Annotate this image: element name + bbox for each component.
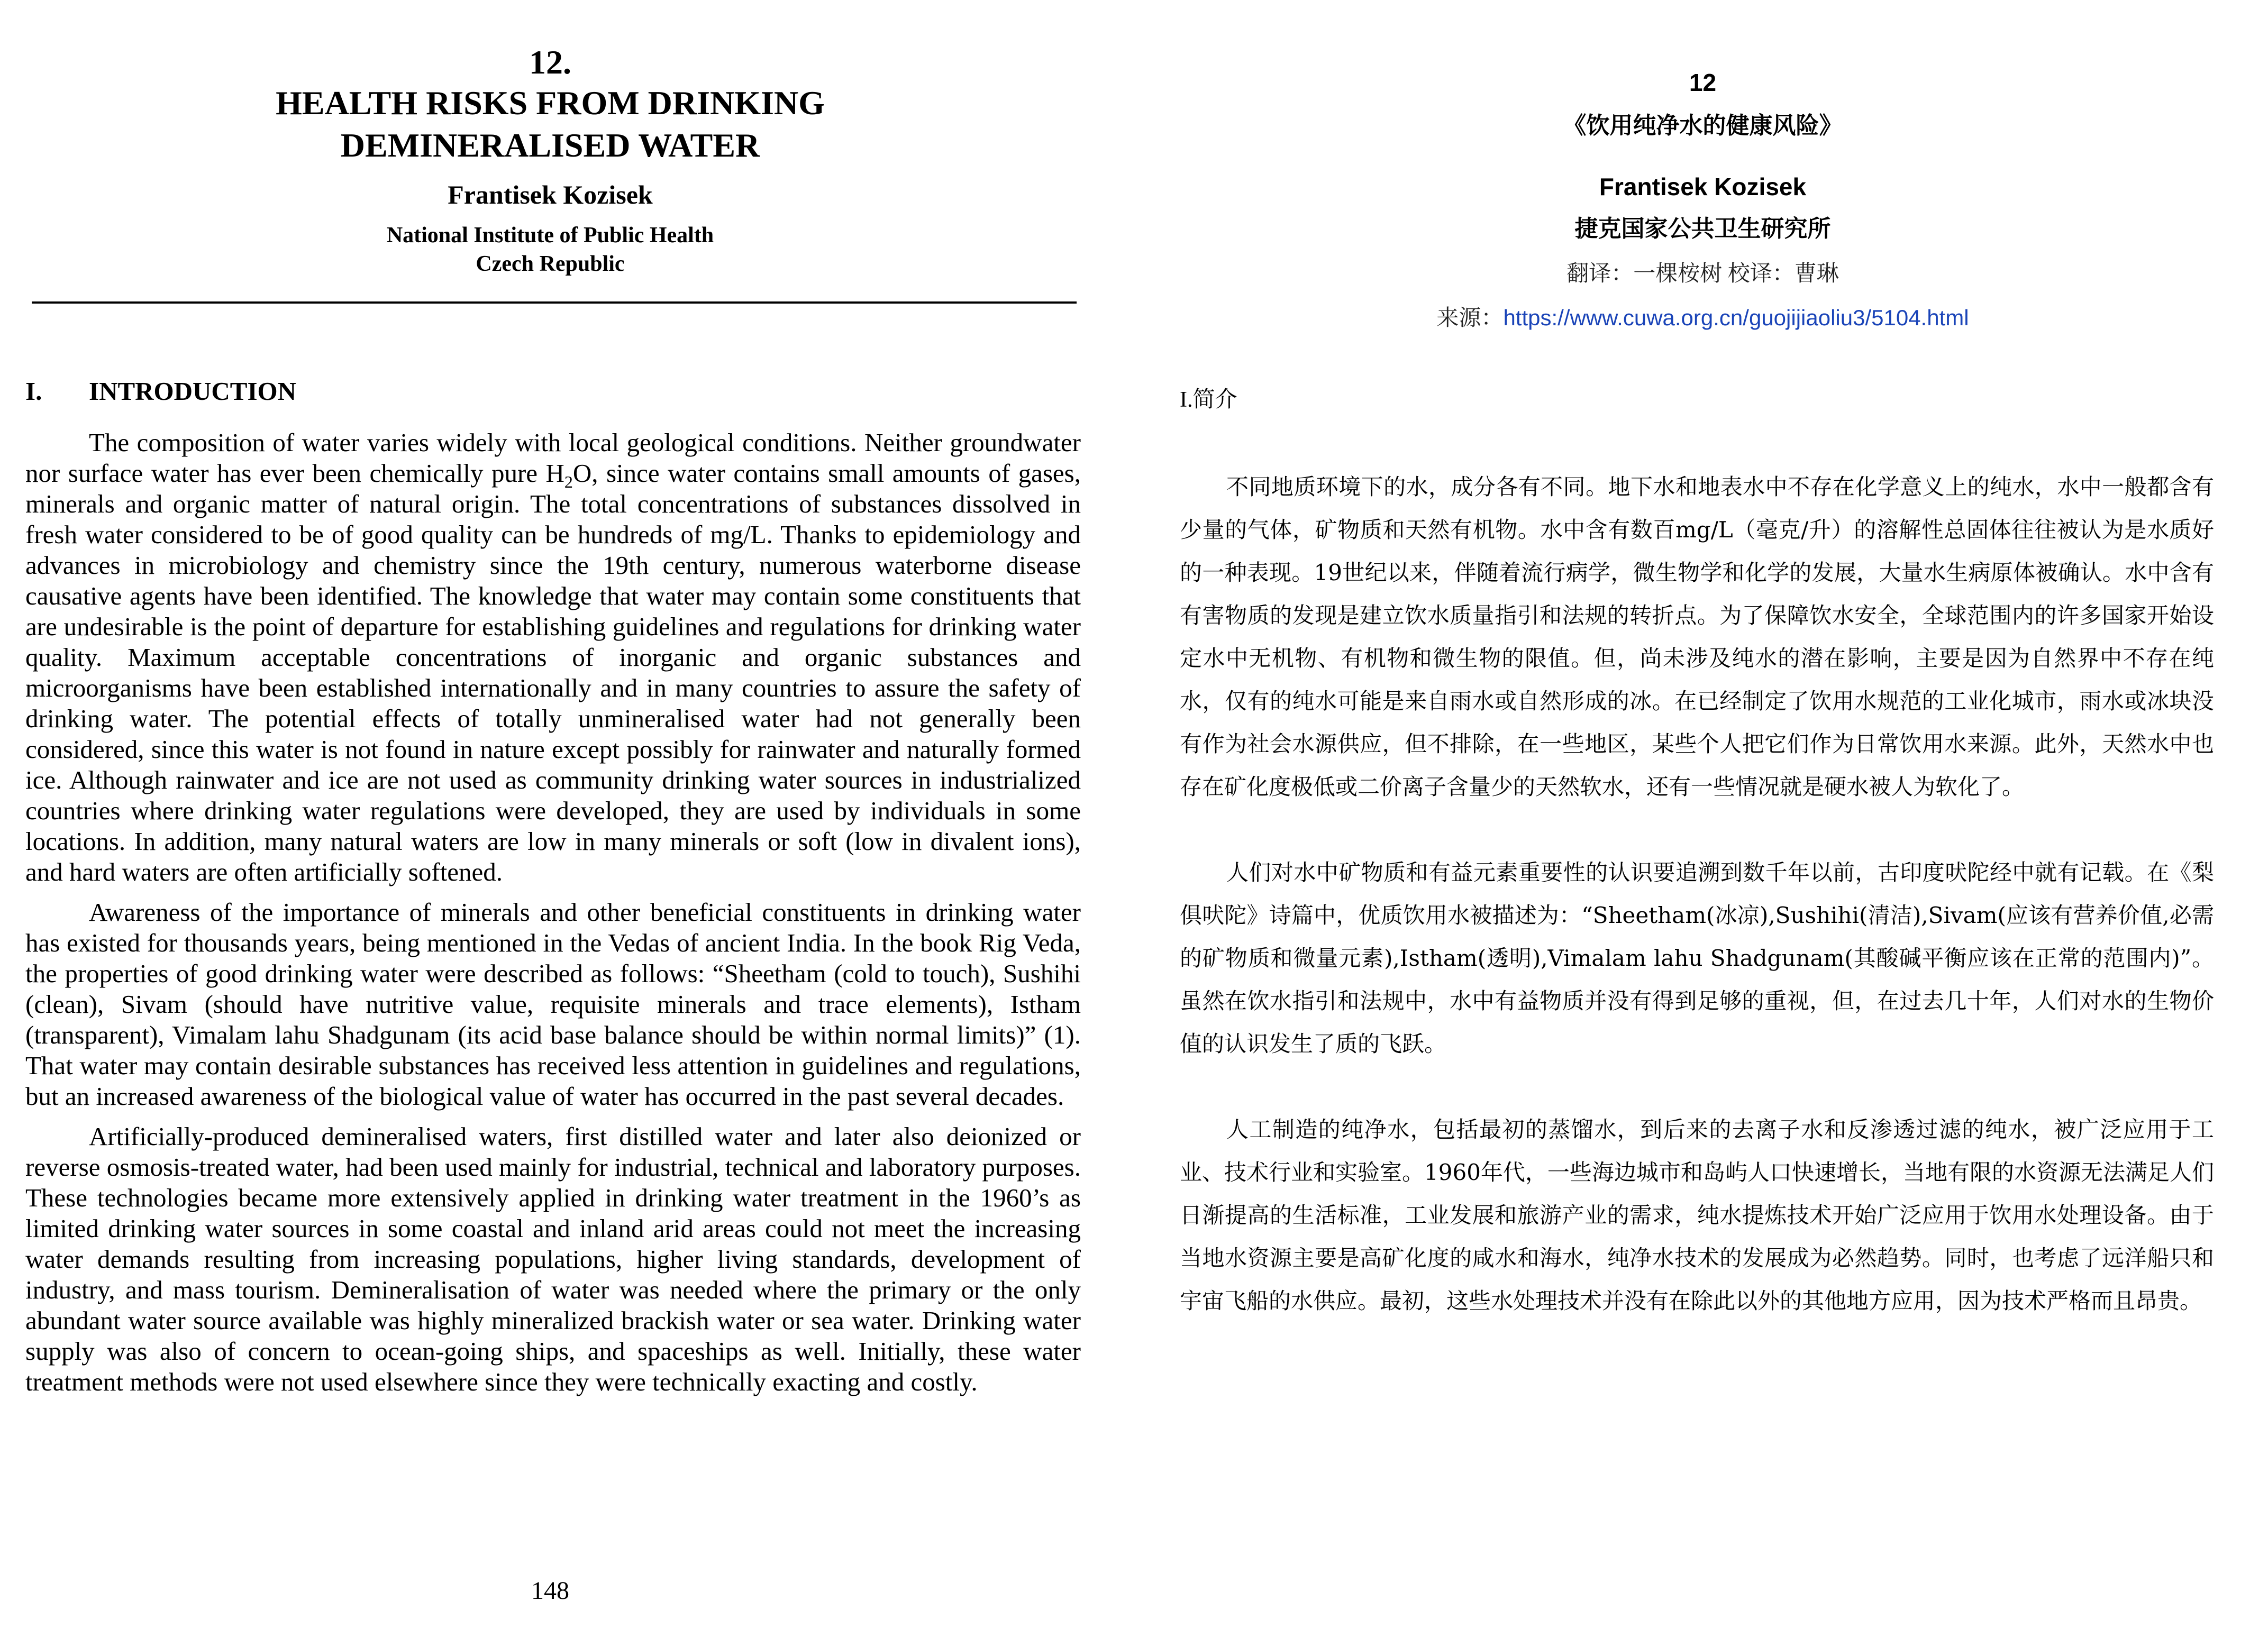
paragraph-2: Awareness of the importance of minerals and other beneficial constituents in drinking water has existed for thousands years, being mentioned in the Vedas of ancient India. In the book Rig Veda, the properties of good drinking water were described as follows: “Sheetham (cold to touch), Sushihi (clean), Sivam (should have nutritive value, requisite minerals and trace elements), Istham (transparent), Vimalam lahu Shadgunam (its acid base balance should be within normal limits)” (1). That water may contain desirable substances has received less attention in guidelines and regulations, but an increased awareness of the biological value of water has occurred in the past several decades. <box>25 898 1081 1111</box>
paragraph-1: The composition of water varies widely with local geological conditions. Neither groundwater nor surface water has ever been chemically pure $H_2O$, since water contains small amounts of gases, minerals and organic matter of natural origin. The total concentrations of substances dissolved in fresh water considered to be of good quality can be hundreds of mg/L. Thanks to epidemiology and advances in microbiology and chemistry since the 19th century, numerous waterborne disease causative agents have been identified. The knowledge that water may contain some constituents that are undesirable is the point of departure for establishing guidelines and regulations for drinking water quality. Maximum acceptable concentrations of inorganic and organic substances and microorganisms have been established internationally and in many countries to assure the safety of drinking water. The potential effects of totally unmineralised water had not generally been considered, since this water is not found in nature except possibly for rainwater and naturally formed ice. Although rainwater and ice are not used as community drinking water sources in industrialized countries where drinking water regulations were developed, they are used by individuals in some locations. In addition, many natural waters are low in many minerals or soft (low in divalent ions), and hard waters are often artificially softened. <box>25 428 1081 886</box>
institute-name: National Institute of Public Health <box>386 223 714 248</box>
chapter-number: 12. <box>529 43 571 81</box>
chapter-title-cn: 《饮用纯净水的健康风险》 <box>1563 112 1843 139</box>
header-divider <box>32 301 1077 304</box>
source-link[interactable]: https://www.cuwa.org.cn/guojijiaoliu3/5104.html <box>1503 305 1969 330</box>
body-text-cn <box>1180 465 2214 1365</box>
country-name: Czech Republic <box>476 252 625 276</box>
subscript-2: 2 <box>564 472 573 491</box>
paragraph-2-cn: 人们对水中矿物质和有益元素重要性的认识要追溯到数千年以前，古印度吠陀经中就有记载。在《梨俱吠陀》诗篇中，优质饮用水被描述为：“Sheetham(冰凉),Sushihi(清洁),Sivam(应该有营养价值,必需的矿物质和微量元素),Istham(透明),Vimalam lahu Shadgunam(其酸碱平衡应该在正常的范围内)”。虽然在饮水指引和法规中，水中有益物质并没有得到足够的重视，但，在过去几十年，人们对水的生物价值的认识发生了质的飞跃。 <box>1180 859 2214 1057</box>
english-page <box>0 0 1116 1638</box>
author-affiliation <box>0 221 1100 278</box>
section-number: I. <box>25 377 42 406</box>
body-text <box>25 427 1081 1407</box>
chapter-title-line-2: DEMINERALISED WATER <box>340 126 760 164</box>
page-number: 148 <box>531 1577 569 1605</box>
paragraph-1-cn: 不同地质环境下的水，成分各有不同。地下水和地表水中不存在化学意义上的纯水，水中一般都含有少量的气体，矿物质和天然有机物。水中含有数百mg/L（毫克/升）的溶解性总固体往往被认为是水质好的一种表现。19世纪以来，伴随着流行病学，微生物学和化学的发展，大量水生病原体被确认。水中含有有害物质的发现是建立饮水质量指引和法规的转折点。为了保障饮水安全，全球范围内的许多国家开始设定水中无机物、有机物和微生物的限值。但，尚未涉及纯水的潜在影响，主要是因为自然界中不存在纯水，仅有的纯水可能是来自雨水或自然形成的冰。在已经制定了饮用水规范的工业化城市，雨水或冰块没有作为社会水源供应，但不排除，在一些地区，某些个人把它们作为日常饮用水来源。此外，天然水中也存在矿化度极低或二价离子含量少的天然软水，还有一些情况就是硬水被人为软化了。 <box>1180 474 2214 800</box>
source-label: 来源： <box>1436 306 1504 331</box>
section-heading <box>25 376 296 407</box>
chapter-title <box>0 82 1100 167</box>
source-line <box>1137 303 2268 333</box>
author-name-cn: Frantisek Kozisek <box>1599 173 1807 200</box>
section-title: INTRODUCTION <box>89 377 297 406</box>
chapter-number-cn: 12 <box>1689 69 1717 96</box>
paragraph-3: Artificially-produced demineralised waters, first distilled water and later also deionized or reverse osmosis-treated water, had been used mainly for industrial, technical and laboratory purposes. These technologies became more extensively applied in drinking water treatment in the 1960’s as limited drinking water sources in some coastal and inland arid areas could not meet the increasing water demands resulting from increasing populations, higher living standards, development of industry, and mass tourism. Demineralisation of water was needed where the primary or the only abundant water source available was highly mineralized brackish water or sea water. Drinking water supply was also of concern to ocean-going ships, and spaceships as well. Initially, these water treatment methods were not used elsewhere since they were technically exacting and costly. <box>25 1122 1081 1396</box>
section-heading-cn: I.简介 <box>1180 388 1237 412</box>
chapter-title-line-1: HEALTH RISKS FROM DRINKING <box>276 84 825 122</box>
paragraph-3-cn: 人工制造的纯净水，包括最初的蒸馏水，到后来的去离子水和反渗透过滤的纯水，被广泛应用于工业、技术行业和实验室。1960年代，一些海边城市和岛屿人口快速增长，当地有限的水资源无法满足人们日渐提高的生活标准，工业发展和旅游产业的需求，纯水提炼技术开始广泛应用于饮用水处理设备。由于当地水资源主要是高矿化度的咸水和海水，纯净水技术的发展成为必然趋势。同时，也考虑了远洋船只和宇宙飞船的水供应。最初，这些水处理技术并没有在除此以外的其他地方应用，因为技术严格而且昂贵。 <box>1180 1117 2214 1314</box>
chinese-page <box>1137 0 2268 1638</box>
author-name: Frantisek Kozisek <box>448 180 653 209</box>
translator-credit: 翻译：一棵桉树 校译：曹琳 <box>1566 262 1839 286</box>
institute-name-cn: 捷克国家公共卫生研究所 <box>1574 215 1831 242</box>
